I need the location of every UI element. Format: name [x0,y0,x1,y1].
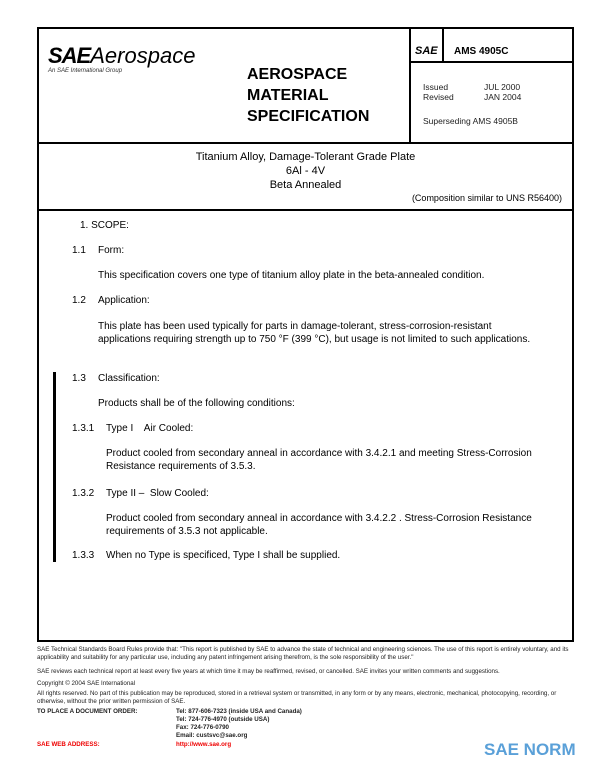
divider [409,27,411,143]
doc-type-line: SPECIFICATION [247,108,370,125]
footer-review: SAE reviews each technical report at least every five years at which time it may be reaffirmed, revised, or cancelled. SAE invites your written comments and suggestions. [37,668,500,675]
paragraph: Product cooled from secondary anneal in accordance with 3.4.2.2 . Stress-Corrosion Resistance requirements of 3.5.3 not applicable. [106,513,532,537]
document-number: AMS 4905C [454,46,509,57]
section-number: 1.1 [72,245,86,256]
spec-title [39,150,572,192]
paragraph: This specification covers one type of titanium alloy plate in the beta-annealed condition. [98,270,485,281]
change-bar [53,372,56,562]
section-heading: Form: [98,245,125,256]
footer-copyright: Copyright © 2004 SAE International [37,680,136,687]
title-line: Beta Annealed [269,179,342,191]
divider [409,61,574,63]
divider [442,27,444,62]
paragraph: This plate has been used typically for parts in damage-tolerant, stress-corrosion-resistant applications requiring strength up to 750 °F (399 °C), but usage is not limited to such applications. [98,321,531,345]
divider [37,209,574,211]
sae-aerospace-logo: SAEAerospace [48,43,196,68]
revised-date: JAN 2004 [484,92,522,102]
document-type [247,64,369,127]
section-number: 1.3.2 [72,488,95,499]
section-heading: Classification: [98,373,160,384]
order-fax: Fax: 724-776-0790 [176,724,229,731]
divider [37,142,574,144]
doc-type-line: MATERIAL [247,87,329,104]
footer-rules: SAE Technical Standards Board Rules provide that: "This report is published by SAE to advance the state of technical and engineering sciences. The use of this report is entirely voluntary, and its applicability and suitability for any particular use, including any patent infringement arising therefrom, is the sole responsibility of the user." [37,646,569,661]
web-label: SAE WEB ADDRESS: [37,741,100,748]
section-heading: 1. SCOPE: [80,220,129,231]
issued-label: Issued [423,82,449,92]
footer-rights: All rights reserved. No part of this publication may be reproduced, stored in a retrieval system or transmitted, in any form or by any means, electronic, mechanical, photocopying, recording, or otherwise, without the prior written permission of SAE. [37,690,557,705]
paragraph: Product cooled from secondary anneal in accordance with 3.4.2.1 and meeting Stress-Corrosion Resistance requirements of 3.5.3. [106,448,532,472]
paragraph: When no Type is specificed, Type I shall be supplied. [106,550,341,561]
order-email[interactable]: Email: custsvc@sae.org [176,732,248,739]
section-heading: Application: [98,295,150,306]
web-link[interactable]: http://www.sae.org [176,741,232,748]
section-number: 1.2 [72,295,86,306]
section-heading: Type I Air Cooled: [106,423,194,434]
order-tel2: Tel: 724-776-4970 (outside USA) [176,716,270,723]
title-line: 6Al - 4V [285,165,326,177]
order-label: TO PLACE A DOCUMENT ORDER: [37,708,138,715]
title-line: Titanium Alloy, Damage-Tolerant Grade Plate [195,151,416,163]
logo-subtitle: An SAE International Group [48,68,123,74]
paragraph: Products shall be of the following conditions: [98,398,295,409]
section-number: 1.3 [72,373,86,384]
issued-date: JUL 2000 [484,82,521,92]
sae-mark: SAE [415,45,438,57]
order-tel1: Tel: 877-606-7323 (inside USA and Canada) [176,708,302,715]
section-number: 1.3.3 [72,550,95,561]
watermark-logo: SAE NORM [484,740,576,759]
revised-label: Revised [423,92,454,102]
composition-note: (Composition similar to UNS R56400) [411,193,562,203]
superseding: Superseding AMS 4905B [423,116,518,126]
doc-type-line: AEROSPACE [247,66,348,83]
section-number: 1.3.1 [72,423,95,434]
section-heading: Type II – Slow Cooled: [106,488,209,499]
